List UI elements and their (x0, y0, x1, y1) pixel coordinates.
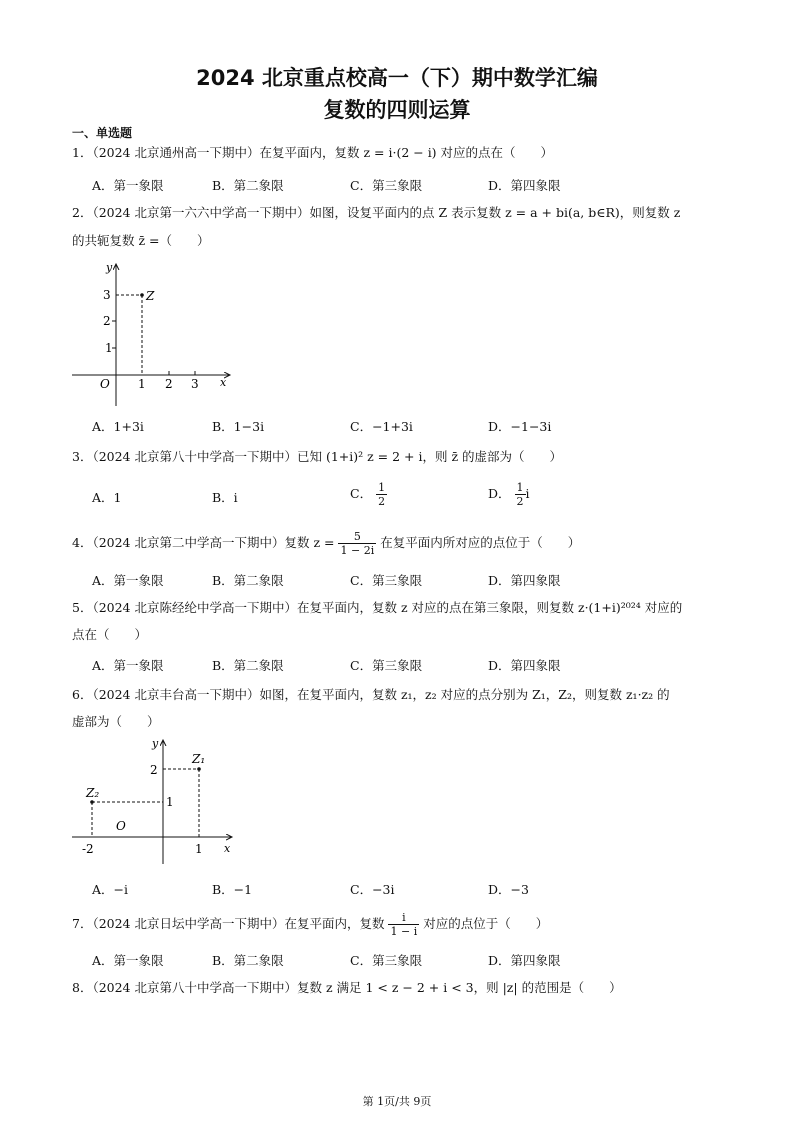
q1-option-d: D．第四象限 (488, 178, 561, 193)
question-7-stem (72, 911, 732, 938)
q2-option-a: A．1+3i (92, 419, 144, 434)
q2-tick-y3: 3 (103, 288, 111, 302)
q2-complex-plane-figure (70, 258, 240, 408)
q3-option-c (350, 481, 387, 508)
q2-tick-x1: 1 (138, 377, 146, 391)
q2-option-d: D．−1−3i (488, 419, 552, 434)
q4-stem-post: 在复平面内所对应的点位于（ ） (380, 535, 581, 550)
q6-complex-plane-figure (70, 736, 245, 866)
q6-option-d: D．−3 (488, 882, 529, 897)
q2-label-origin: O (100, 377, 110, 391)
page-footer: 第 1页/共 9页 (362, 1095, 432, 1108)
q4-frac-num: 5 (338, 530, 376, 544)
q7-frac-den: 1 − i (390, 925, 418, 938)
question-4-stem (72, 530, 732, 557)
question-2-stem-cont: 的共轭复数 z̄ =（ ） (72, 233, 210, 248)
q3-option-c-fraction (376, 481, 387, 508)
q6-point-z2 (90, 800, 94, 804)
q4-option-b: B．第二象限 (212, 573, 284, 588)
q1-option-b: B．第二象限 (212, 178, 284, 193)
q3-option-d-letter: D． (488, 486, 511, 501)
q1-option-c: C．第三象限 (350, 178, 423, 193)
section-heading: 一、单选题 (72, 126, 133, 140)
q3-option-d (488, 481, 530, 508)
question-1-stem: 1．（2024 北京通州高一下期中）在复平面内，复数 z = i·(2 − i) 对应的点在（ ） (72, 145, 554, 160)
q4-stem-fraction (338, 530, 376, 557)
q2-tick-y2: 2 (103, 314, 111, 328)
q2-tick-x2: 2 (165, 377, 173, 391)
q4-frac-den: 1 − 2i (340, 544, 375, 557)
question-8-stem: 8．（2024 北京第八十中学高一下期中）复数 z 满足 1 < z − 2 + i < 3，则 |z| 的范围是（ ） (72, 980, 622, 995)
q2-label-z: Z (146, 289, 155, 303)
q2-tick-y1: 1 (105, 341, 113, 355)
q1-option-a: A．第一象限 (92, 178, 164, 193)
question-5-stem: 5．（2024 北京陈经纶中学高一下期中）在复平面内，复数 z 对应的点在第三象限，则复数 z·(1+i)²⁰²⁴ 对应的 (72, 600, 683, 615)
q5-option-b: B．第二象限 (212, 658, 284, 673)
q5-option-d: D．第四象限 (488, 658, 561, 673)
question-3-stem: 3．（2024 北京第八十中学高一下期中）已知 (1+i)² z = 2 + i，则 z̄ 的虚部为（ ） (72, 449, 563, 464)
q3-c-num: 1 (378, 481, 386, 494)
q6-label-x: x (224, 842, 231, 855)
q7-option-a: A．第一象限 (92, 953, 164, 968)
q7-frac-num: i (388, 911, 419, 925)
q2-option-c: C．−1+3i (350, 419, 413, 434)
q6-tick-x-neg: -2 (82, 842, 94, 856)
q6-label-z1: Z₁ (192, 752, 206, 766)
doc-title-line2: 复数的四则运算 (323, 98, 471, 122)
q6-label-y: y (152, 737, 159, 750)
q4-option-a: A．第一象限 (92, 573, 164, 588)
q7-option-b: B．第二象限 (212, 953, 284, 968)
q5-option-a: A．第一象限 (92, 658, 164, 673)
q2-option-b: B．1−3i (212, 419, 265, 434)
q4-option-c: C．第三象限 (350, 573, 423, 588)
q6-option-b: B．−1 (212, 882, 253, 897)
q7-option-d: D．第四象限 (488, 953, 561, 968)
question-6-stem-cont: 虚部为（ ） (72, 714, 160, 729)
q6-label-origin: O (116, 819, 126, 833)
q4-stem-pre: 4．（2024 北京第二中学高一下期中）复数 z = (72, 535, 335, 550)
q3-d-num: 1 (516, 481, 524, 494)
q7-stem-pre: 7．（2024 北京日坛中学高一下期中）在复平面内，复数 (72, 916, 385, 931)
q7-stem-fraction (388, 911, 419, 938)
q7-stem-post: 对应的点位于（ ） (423, 916, 549, 931)
q3-option-c-letter: C． (350, 486, 373, 501)
q2-label-x: x (220, 376, 227, 389)
q6-label-z2: Z₂ (86, 786, 100, 800)
doc-title-line1: 2024 北京重点校高一（下）期中数学汇编 (196, 66, 598, 90)
q2-tick-x3: 3 (191, 377, 199, 391)
q3-option-a: A．1 (92, 490, 122, 505)
q2-label-y: y (106, 261, 113, 274)
question-5-stem-cont: 点在（ ） (72, 627, 148, 642)
q7-option-c: C．第三象限 (350, 953, 423, 968)
q6-tick-x-pos: 1 (195, 842, 203, 856)
q3-option-b: B．i (212, 490, 238, 505)
q3-option-d-fraction (515, 481, 526, 508)
q3-d-suffix: i (525, 486, 530, 501)
q6-option-a: A．−i (92, 882, 128, 897)
q6-point-z1 (197, 767, 201, 771)
q3-c-den: 2 (378, 495, 386, 508)
question-6-stem: 6．（2024 北京丰台高一下期中）如图，在复平面内，复数 z₁，z₂ 对应的点分别为 Z₁，Z₂，则复数 z₁·z₂ 的 (72, 687, 670, 702)
q6-option-c: C．−3i (350, 882, 395, 897)
q4-option-d: D．第四象限 (488, 573, 561, 588)
question-2-stem: 2．（2024 北京第一六六中学高一下期中）如图，设复平面内的点 Z 表示复数 z = a + bi(a, b∈R)，则复数 z (72, 205, 681, 220)
q3-d-den: 2 (516, 495, 524, 508)
q5-option-c: C．第三象限 (350, 658, 423, 673)
q2-point-z (140, 293, 144, 297)
q6-tick-y2: 2 (150, 763, 158, 777)
q6-tick-y1: 1 (166, 795, 174, 809)
